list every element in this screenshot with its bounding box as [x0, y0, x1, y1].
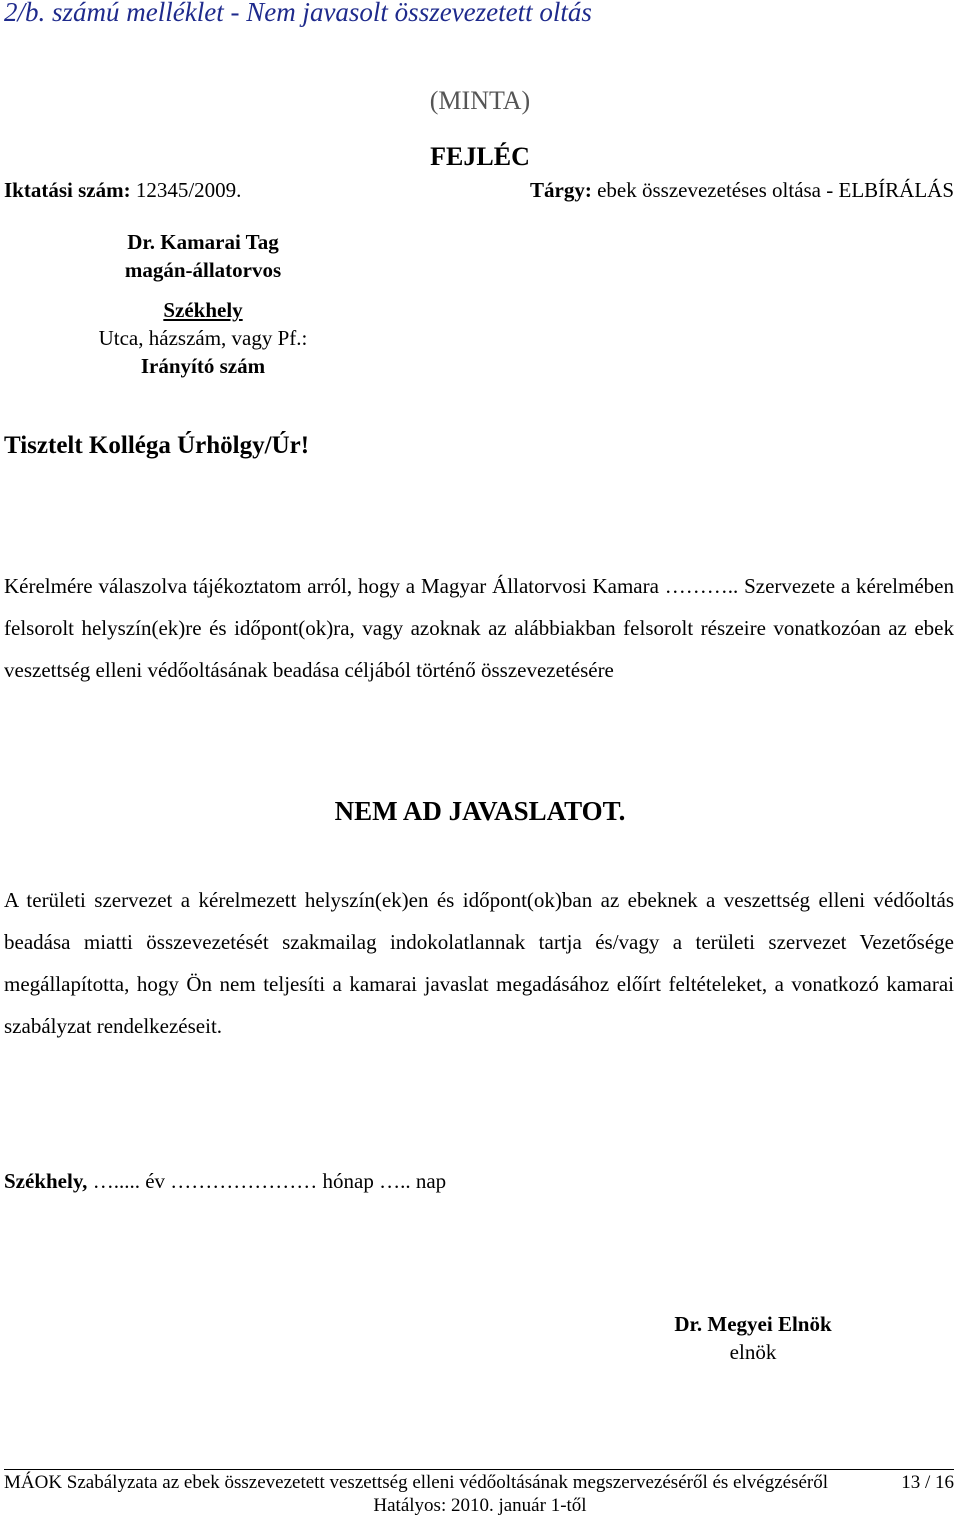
greeting: Tisztelt Kolléga Úrhölgy/Úr! [4, 432, 310, 459]
decision-statement: NEM AD JAVASLATOT. [334, 796, 626, 826]
date-place: Székhely, [4, 1169, 88, 1193]
recipient-seat: Székhely [163, 298, 243, 322]
footer-regulation-line [4, 1472, 954, 1494]
subject-line [530, 178, 954, 203]
sample-label: (MINTA) [429, 86, 531, 115]
recipient-zip: Irányító szám [140, 354, 266, 378]
registration-value: 12345/2009. [135, 178, 242, 202]
annex-title: 2/b. számú melléklet - Nem javasolt összevezetett oltás [4, 0, 592, 27]
footer-divider [4, 1469, 954, 1470]
recipient-street: Utca, házszám, vagy Pf.: [98, 326, 308, 350]
date-line [4, 1169, 446, 1194]
subject-label: Tárgy: [530, 178, 592, 202]
paragraph-justification: A területi szervezet a kérelmezett helyszín(ek)en és időpont(ok)ban az ebeknek a veszettség elleni védőoltás beadása miatti összevezetését szakmailag indokolatlannak tartja és/vagy a területi szervezet Vezetősége megállapította, hogy Ön nem teljesíti a kamarai javaslat megadásához előírt feltételeket, a vonatkozó kamarai szabályzat rendelkezéseit. [4, 888, 954, 1038]
registration-number [4, 178, 241, 203]
date-blanks: …..... év ………………… hónap ….. nap [92, 1169, 447, 1193]
recipient-title: magán-állatorvos [124, 258, 282, 282]
registration-label: Iktatási szám: [4, 178, 131, 202]
recipient-name: Dr. Kamarai Tag [127, 230, 279, 254]
subject-value: ebek összevezetéses oltása - ELBÍRÁLÁS [597, 178, 954, 202]
footer-effective-date: Hatályos: 2010. január 1-től [373, 1495, 587, 1516]
signatory-role: elnök [729, 1340, 777, 1364]
footer-regulation: MÁOK Szabályzata az ebek összevezetett veszettség elleni védőoltásának megszervezéséről és elvégzéséről [4, 1472, 829, 1493]
paragraph-request-response: Kérelmére válaszolva tájékoztatom arról, hogy a Magyar Állatorvosi Kamara ……….. Szervezete a kérelmében felsorolt helyszín(ek)re és időpont(ok)ra, vagy azoknak az alábbiakban felsorolt részeire vonatkozóan az ebek veszettség elleni védőoltásának beadása céljából történő összevezetésére [4, 574, 954, 682]
signatory-name: Dr. Megyei Elnök [674, 1312, 832, 1336]
page-number: 13 / 16 [901, 1472, 954, 1493]
header-label: FEJLÉC [430, 142, 530, 171]
